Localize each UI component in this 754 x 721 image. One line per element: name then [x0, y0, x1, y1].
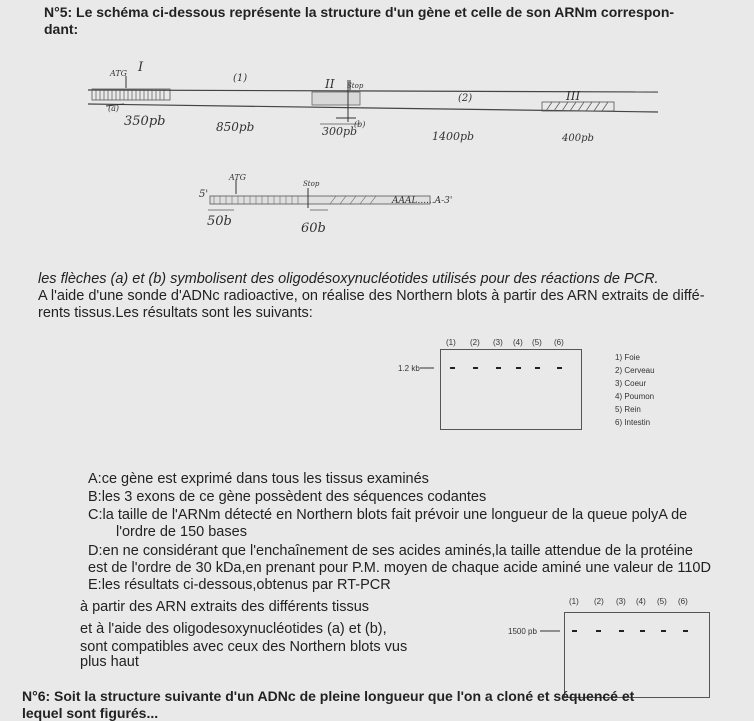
northern-lane-2: (2) — [470, 338, 480, 347]
northern-band-2 — [473, 367, 478, 369]
northern-bands — [420, 364, 580, 374]
tissue-5: 5) Rein — [615, 405, 641, 414]
oligo-a-label: (a) — [108, 104, 120, 113]
exon-3-label: III — [566, 89, 581, 103]
statement-d-line2: est de l'ordre de 30 kDa,en prenant pour P.M. moyen de chaque acide aminé une valeur de 110D — [88, 560, 711, 576]
statement-e-line3: et à l'aide des oligodesoxynucléotides (a) et (b), — [80, 621, 387, 637]
tissue-4: 4) Poumon — [615, 392, 655, 401]
size-label-300: 300pb — [322, 125, 358, 138]
northern-band-5 — [535, 367, 540, 369]
size-label-350: 350pb — [124, 114, 166, 129]
intro-line-1: A l'aide d'une sonde d'ADNc radioactive, on réalise des Northern blots à partir des ARN extraits de diffé- — [38, 288, 705, 304]
rtpcr-band-3 — [619, 630, 624, 632]
mrna-atg-label: ATG — [229, 173, 247, 182]
northern-lane-4: (4) — [513, 338, 523, 347]
rtpcr-lane-5: (5) — [657, 597, 667, 606]
rtpcr-bands — [540, 627, 700, 637]
northern-band-3 — [496, 367, 501, 369]
mrna-structure-diagram — [200, 170, 520, 220]
mrna-stop-label: Stop — [303, 180, 320, 188]
intron-2-label: (2) — [458, 93, 473, 104]
exon-2-label: II — [325, 77, 335, 91]
rtpcr-band-5 — [661, 630, 666, 632]
statement-d-line1: D:en ne considérant que l'enchaînement de ses acides aminés,la taille attendue de la protéine — [88, 543, 693, 559]
tissue-1: 1) Foie — [615, 353, 640, 362]
northern-band-6 — [557, 367, 562, 369]
diagram-caption: les flèches (a) et (b) symbolisent des oligodésoxynucléotides utilisés pour des réactions de PCR. — [38, 271, 659, 287]
northern-blot-membrane — [440, 349, 582, 430]
tissue-2: 2) Cerveau — [615, 366, 655, 375]
rtpcr-band-2 — [596, 630, 601, 632]
oligo-b-label: (b) — [354, 120, 366, 129]
question-6-title: N°6: Soit la structure suivante d'un ADNc de pleine longueur que l'on a cloné et séquencé et — [22, 688, 635, 704]
northern-lane-5: (5) — [532, 338, 542, 347]
statement-c-line1: C:la taille de l'ARNm détecté en Northern blots fait prévoir une longueur de la queue polyA de — [88, 507, 688, 523]
exon-3 — [542, 102, 614, 111]
exon-1-label: I — [138, 60, 144, 75]
size-label-850: 850pb — [216, 120, 255, 134]
rtpcr-band-6 — [683, 630, 688, 632]
polya-label: AAAL......A-3' — [392, 196, 453, 206]
utr5-size-label: 50b — [207, 214, 232, 229]
question-5-title-line1: N°5: Le schéma ci-dessous représente la structure d'un gène et celle de son ARNm correspon- — [44, 4, 675, 20]
northern-band-4 — [516, 367, 521, 369]
stop-label: Stop — [347, 82, 364, 90]
statement-a: A:ce gène est exprimé dans tous les tissus examinés — [88, 471, 429, 487]
northern-band-1 — [450, 367, 455, 369]
northern-size-marker: 1.2 kb — [398, 364, 420, 373]
question-6-cut-line: lequel sont figurés... — [22, 705, 159, 721]
statement-e-line5: plus haut — [80, 654, 139, 670]
rtpcr-size-marker: 1500 pb — [508, 627, 537, 636]
size-label-400: 400pb — [562, 133, 594, 144]
rtpcr-lane-4: (4) — [636, 597, 646, 606]
tissue-legend — [615, 351, 655, 429]
northern-lane-6: (6) — [554, 338, 564, 347]
question-5-title-line2: dant: — [44, 21, 79, 37]
question-5-title — [44, 4, 674, 38]
rtpcr-band-1 — [572, 630, 577, 632]
size-label-1400: 1400pb — [432, 130, 475, 143]
rtpcr-band-4 — [640, 630, 645, 632]
intron-1-label: (1) — [233, 73, 248, 84]
rtpcr-gel-frame — [564, 612, 710, 698]
rtpcr-lane-2: (2) — [594, 597, 604, 606]
atg-label: ATG — [110, 69, 128, 78]
statement-b: B:les 3 exons de ce gène possèdent des séquences codantes — [88, 489, 487, 505]
northern-lane-1: (1) — [446, 338, 456, 347]
tissue-6: 6) Intestin — [615, 418, 651, 427]
tissue-3: 3) Coeur — [615, 379, 647, 388]
rtpcr-lane-6: (6) — [678, 597, 688, 606]
rtpcr-lane-3: (3) — [616, 597, 626, 606]
statement-c-line2: l'ordre de 150 bases — [116, 524, 247, 540]
statement-e-line2: à partir des ARN extraits des différents tissus — [80, 599, 370, 615]
rtpcr-lane-1: (1) — [569, 597, 579, 606]
statement-e-line4: sont compatibles avec ceux des Northern blots vus — [80, 639, 408, 655]
utr3-size-label: 60b — [301, 221, 326, 236]
northern-lane-3: (3) — [493, 338, 503, 347]
statement-e-line1: E:les résultats ci-dessous,obtenus par RT-PCR — [88, 577, 391, 593]
intro-line-2: rents tissus.Les résultats sont les suivants: — [38, 305, 313, 321]
five-prime-label: 5' — [199, 189, 209, 200]
